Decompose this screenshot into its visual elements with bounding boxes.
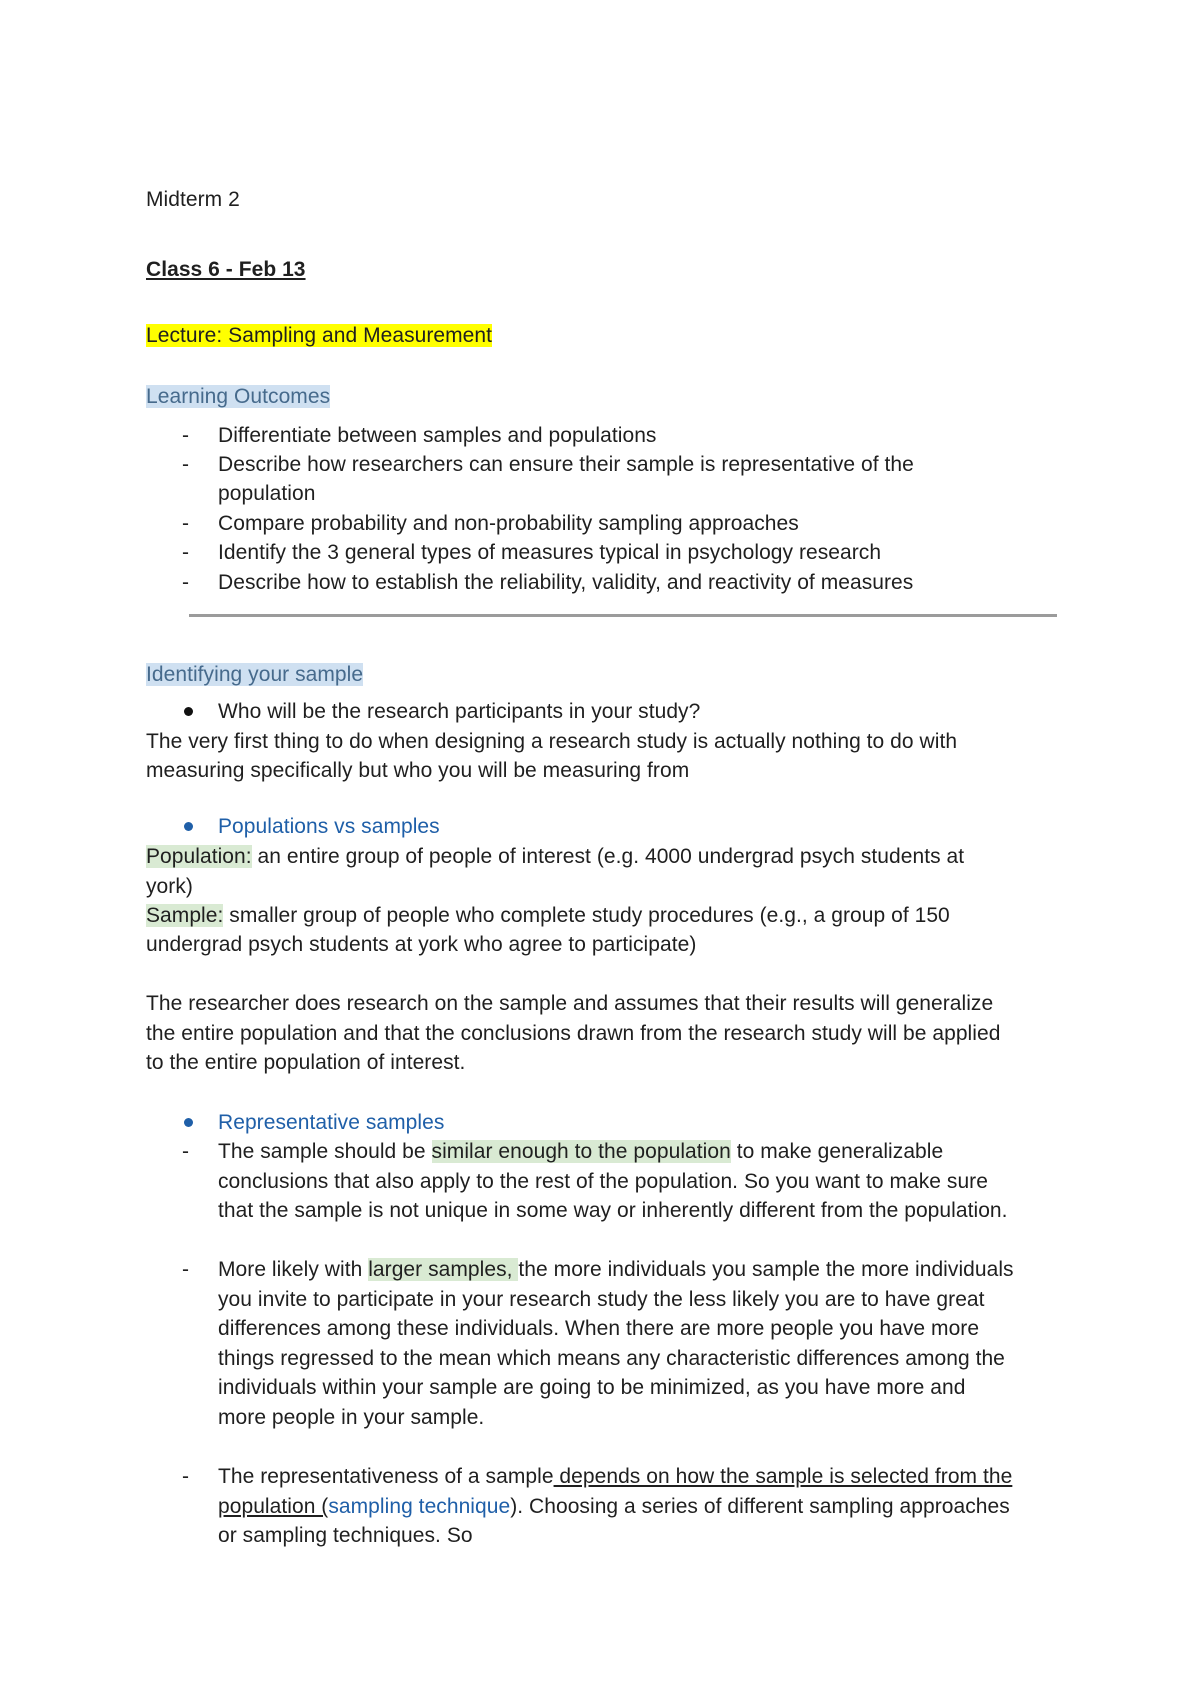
list-item-continuation: that the sample is not unique in some way or inherently different from the population. [218,1199,1008,1222]
bullet-icon [184,707,193,716]
list-item: Compare probability and non-probability sampling approaches [218,512,799,535]
text-run: the more individuals you sample the more individuals [518,1258,1014,1281]
lecture-heading [146,321,492,351]
section-heading [146,660,363,690]
list-item: Identify the 3 general types of measures typical in psychology research [218,541,882,564]
list-item-continuation: differences among these individuals. When there are more people you have more [218,1317,980,1340]
list-item: Describe how to establish the reliability, validity, and reactivity of measures [218,571,914,594]
definition-population [146,842,964,872]
population-definition: an entire group of people of interest (e.g. 4000 undergrad psych students at [251,845,965,868]
list-dash: - [182,1465,189,1488]
text-run: ). Choosing a series of different sampling approaches [510,1495,1010,1518]
paragraph-line: to the entire population of interest. [146,1051,466,1074]
highlight-larger-samples: larger samples, [368,1258,519,1281]
outcomes-heading [146,382,330,412]
list-item: Describe how researchers can ensure their sample is representative of the [218,453,914,476]
horizontal-divider [189,614,1057,617]
underlined-text: population ( [218,1495,329,1518]
text-run: The representativeness of a sample [218,1465,554,1488]
section-heading-text: Identifying your sample [146,663,364,686]
paragraph-line: york) [146,875,193,898]
list-dash: - [182,453,189,476]
class-heading: Class 6 - Feb 13 [146,258,306,281]
list-dash: - [182,1140,189,1163]
paragraph-line: The researcher does research on the sample and assumes that their results will generalize [146,992,994,1015]
list-item-continuation: more people in your sample. [218,1406,485,1429]
list-item-continuation: you invite to participate in your research study the less likely you are to have great [218,1288,985,1311]
sample-label: Sample: [146,904,224,927]
list-dash: - [182,541,189,564]
paragraph-line: the entire population and that the conclusions drawn from the research study will be applied [146,1022,1001,1045]
list-item-continuation: population [218,482,316,505]
list-dash: - [182,424,189,447]
paragraph-line: measuring specifically but who you will be measuring from [146,759,690,782]
list-dash: - [182,1258,189,1281]
list-dash: - [182,512,189,535]
lecture-highlight: Lecture: Sampling and Measurement [146,324,493,347]
list-item-continuation: individuals within your sample are going to be minimized, as you have more and [218,1376,966,1399]
underlined-text: depends on how the sample is selected from the [553,1465,1013,1488]
highlight-similar: similar enough to the population [431,1140,731,1163]
list-item [218,1255,1014,1285]
list-item-continuation: conclusions that also apply to the rest of the population. So you want to make sure [218,1170,988,1193]
document-title: Midterm 2 [146,188,240,211]
outcomes-heading-text: Learning Outcomes [146,385,331,408]
list-item [218,1137,943,1167]
list-item-continuation: things regressed to the mean which means any characteristic differences among the [218,1347,1005,1370]
list-item [218,1462,1012,1492]
subheading-populations: Populations vs samples [218,815,440,838]
text-run: to make generalizable [730,1140,944,1163]
population-label: Population: [146,845,252,868]
subheading-representative: Representative samples [218,1111,445,1134]
bullet-icon [184,822,193,831]
sampling-technique-text: sampling technique [328,1495,511,1518]
list-item-continuation [218,1492,1010,1522]
list-dash: - [182,571,189,594]
definition-sample [146,901,950,931]
text-run: The sample should be [218,1140,432,1163]
bullet-item: Who will be the research participants in your study? [218,700,701,723]
text-run: More likely with [218,1258,369,1281]
list-item-continuation: or sampling techniques. So [218,1524,473,1547]
paragraph-line: undergrad psych students at york who agree to participate) [146,933,697,956]
sample-definition: smaller group of people who complete study procedures (e.g., a group of 150 [223,904,950,927]
bullet-icon [184,1118,193,1127]
paragraph-line: The very first thing to do when designing a research study is actually nothing to do with [146,730,958,753]
list-item: Differentiate between samples and populations [218,424,657,447]
